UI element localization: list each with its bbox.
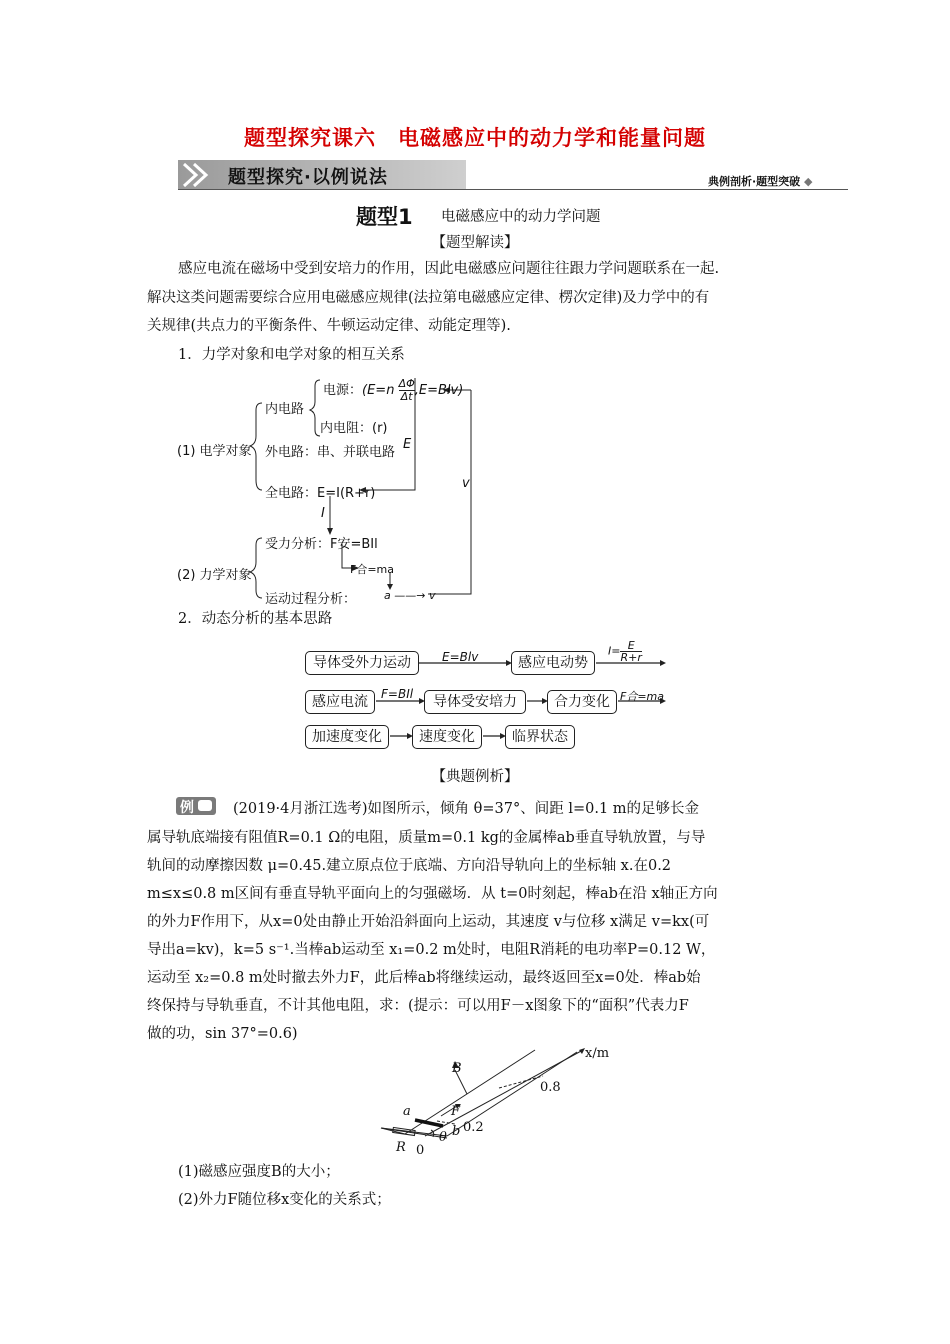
mark-0-2: 0.2: [463, 1120, 484, 1135]
full-circuit-label: 全电路：E=I(R+r): [265, 486, 376, 501]
intro-line: 感应电流在磁场中受到安培力的作用，因此电磁感应问题往往跟力学问题联系在一起.: [178, 261, 720, 277]
origin-label: 0: [416, 1143, 425, 1158]
page-title: 题型探究课六 电磁感应中的动力学和能量问题: [244, 126, 706, 150]
mark-0-8: 0.8: [540, 1080, 561, 1095]
motion-analysis-label: 运动过程分析：: [265, 592, 357, 607]
banner-right-label: 典例剖析·题型突破 ◆: [708, 175, 813, 188]
example-heading: 【典题例析】: [431, 769, 519, 785]
mech-object-label: (2) 力学对象: [177, 568, 252, 583]
example-line: m≤x≤0.8 m区间有垂直导轨平面向上的匀强磁场．从 t=0时刻起，棒ab在沿 x轴正方向: [147, 886, 718, 902]
example-line: 终保持与导轨垂直，不计其他电阻，求：(提示：可以用F－x图象下的“面积”代表力F: [147, 998, 689, 1014]
flow-box-emf: 感应电动势: [511, 651, 595, 675]
flow-box-ampere-force: 导体受安培力: [424, 690, 526, 714]
inner-circuit-label: 内电路: [265, 402, 305, 417]
example-line: 运动至 x₂=0.8 m处时撤去外力F，此后棒ab将继续运动，最终返回至x=0处．棒ab始: [147, 970, 701, 986]
rod-end-a: a: [403, 1104, 411, 1119]
resistor-label-R: R: [396, 1140, 406, 1155]
question-1: (1)磁感应强度B的大小；: [178, 1164, 340, 1180]
flow-box-critical: 临界状态: [505, 725, 575, 749]
type-label: 题型1: [356, 205, 413, 229]
E-label: E: [403, 437, 412, 452]
flow-box-external-force: 导体受外力运动: [305, 651, 419, 675]
flow-box-velocity: 速度变化: [412, 725, 482, 749]
axis-label-x: x/m: [585, 1046, 610, 1061]
example-tag: 例: [176, 797, 216, 815]
example-line: 属导轨底端接有阻值R=0.1 Ω的电阻，质量m=0.1 kg的金属棒ab垂直导轨放置，与导: [147, 830, 706, 846]
flow-box-current: 感应电流: [305, 690, 375, 714]
reading-heading: 【题型解读】: [431, 235, 519, 251]
angle-theta: θ: [439, 1130, 447, 1145]
example-line: 轨间的动摩擦因数 μ=0.45.建立原点位于底端、方向沿导轨向上的坐标轴 x.在0.2: [147, 858, 672, 874]
diamond-icon: ◆: [804, 175, 813, 188]
source-label: 电源：(E=n $\frac{\Delta\Phi}{\Delta t}$ ,E=Blv): [323, 377, 464, 403]
force-analysis-label: 受力分析：F安=BIl: [265, 537, 378, 552]
flow-edge-current: I= $\frac{E}{R+r}$: [608, 639, 642, 664]
item-1-heading: 1．力学对象和电学对象的相互关系: [178, 347, 405, 363]
flow-box-acceleration: 加速度变化: [305, 725, 389, 749]
banner-divider: [178, 189, 848, 190]
example-line: 做的功，sin 37°=0.6): [147, 1026, 298, 1042]
example-line: (2019·4月浙江选考)如图所示，倾角 θ=37°、间距 l=0.1 m的足够长金: [233, 801, 700, 817]
example-line: 的外力F作用下，从x=0处由静止开始沿斜面向上运动，其速度 v与位移 x满足 v=kx(可: [147, 914, 710, 930]
intro-line: 关规律(共点力的平衡条件、牛顿运动定律、动能定理等).: [147, 318, 511, 334]
force-label-F: F: [451, 1104, 461, 1119]
rod-end-b: b: [452, 1124, 461, 1139]
a-to-v-label: a ——→ v: [384, 589, 436, 602]
I-label: I: [321, 506, 325, 521]
banner-label: 题型探究·以例说法: [228, 167, 388, 188]
type-name: 电磁感应中的动力学问题: [441, 209, 601, 225]
net-force-label: F合=ma: [350, 563, 394, 576]
question-2: (2)外力F随位移x变化的关系式；: [178, 1192, 391, 1208]
elec-object-label: (1) 电学对象: [177, 444, 252, 459]
v-label: v: [462, 476, 470, 491]
inner-resistance-label: 内电阻：(r): [320, 421, 388, 436]
intro-line: 解决这类问题需要综合应用电磁感应规律(法拉第电磁感应定律、楞次定律)及力学中的有: [147, 290, 710, 306]
flow-box-net-force: 合力变化: [547, 690, 617, 714]
incline-rail-figure: [375, 1048, 615, 1164]
flow-edge-ampere: F=BIl: [381, 687, 414, 701]
flow-edge-emf: E=Blv: [442, 650, 479, 664]
outer-circuit-label: 外电路：串、并联电路: [265, 445, 396, 460]
field-label-B: B: [452, 1061, 462, 1076]
item-2-heading: 2．动态分析的基本思路: [178, 611, 333, 627]
flow-edge-newton: F合=ma: [620, 690, 664, 703]
example-line: 导出a=kv)，k=5 s⁻¹.当棒ab运动至 x₁=0.2 m处时，电阻R消耗的电功率P=0.12 W，: [147, 942, 716, 958]
